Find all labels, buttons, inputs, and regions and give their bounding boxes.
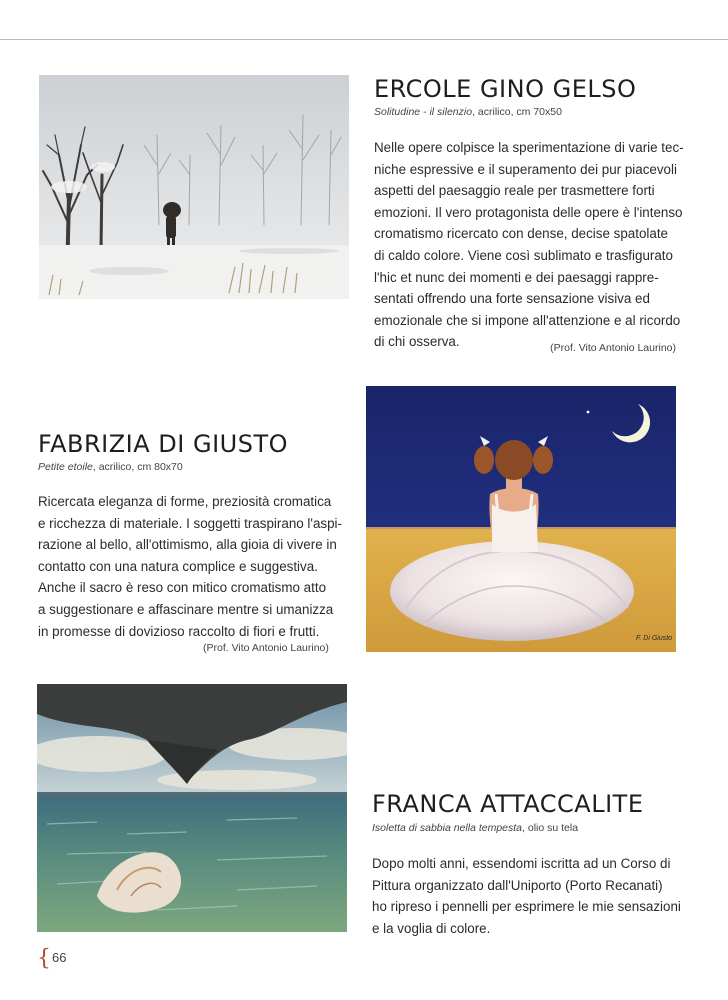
artwork-title: Petite etoile <box>38 461 93 473</box>
text-line: a suggestionare e affascinare mentre si umanizza <box>38 601 334 617</box>
painting-solitudine <box>39 75 349 299</box>
painting-isoletta <box>37 684 347 932</box>
svg-text:F. Di Giusto: F. Di Giusto <box>636 635 673 642</box>
text-line: sentati offrendo una forte sensazione visiva ed <box>374 291 650 307</box>
artwork-title: Solitudine - il silenzio <box>374 106 473 118</box>
artwork-caption <box>374 106 562 118</box>
artist-description <box>374 137 684 353</box>
artist-name: ERCOLE GINO GELSO <box>374 75 637 103</box>
page-brace: { <box>37 946 51 971</box>
artist-name: FRANCA ATTACCALITE <box>372 790 644 818</box>
artwork-medium: , olio su tela <box>522 822 579 834</box>
text-line: Nelle opere colpisce la sperimentazione di varie tec- <box>374 140 684 155</box>
artist-description <box>372 853 681 939</box>
text-line: in promesse di dovizioso raccolto di fiori e frutti. <box>38 623 320 639</box>
text-line: di chi osserva. <box>374 334 460 350</box>
artwork-medium: , acrilico, cm 70x50 <box>472 106 562 118</box>
artwork-title: Isoletta di sabbia nella tempesta <box>372 822 523 834</box>
painting-petite-etoile <box>366 386 676 652</box>
artwork-medium: , acrilico, cm 80x70 <box>92 461 183 473</box>
review-credit: (Prof. Vito Antonio Laurino) <box>550 342 676 354</box>
page-number <box>37 946 66 971</box>
page-number-value: 66 <box>52 950 67 965</box>
artwork-caption <box>372 822 578 834</box>
text-line: e la voglia di colore. <box>372 920 491 936</box>
text-line: aspetti del paesaggio reale per trasmettere forti <box>374 183 655 199</box>
text-line: Ricercata eleganza di forme, preziosità cromatica <box>38 494 332 509</box>
text-line: ho ripreso i pennelli per esprimere le mie sensazioni <box>372 899 681 915</box>
text-line: Pittura organizzato dall'Uniporto (Porto Recanati) <box>372 877 663 893</box>
text-line: cromatismo ricercato con dense, decise spatolate <box>374 226 668 242</box>
artist-description <box>38 491 342 642</box>
artwork-caption <box>38 461 183 473</box>
top-rule <box>0 39 728 40</box>
text-line: Dopo molti anni, essendomi iscritta ad un Corso di <box>372 856 671 871</box>
text-line: di caldo colore. Viene così sublimato e trasfigurato <box>374 247 673 263</box>
text-line: contatto con una natura complice e suggestiva. <box>38 558 318 574</box>
text-line: Anche il sacro è reso con mitico cromatismo atto <box>38 580 327 596</box>
text-line: emozioni. Il vero protagonista delle opere è l'intenso <box>374 204 683 220</box>
text-line: razione al bello, all'ottimismo, alla gioia di vivere in <box>38 537 337 553</box>
text-line: niche espressive e il superamento dei pur piacevoli <box>374 161 677 177</box>
text-line: emozionale che si impone all'attenzione e al ricordo <box>374 312 681 328</box>
text-line: e ricchezza di materiale. I soggetti traspirano l'aspi- <box>38 515 342 531</box>
text-line: l'hic et nunc dei momenti e dei paesaggi rappre- <box>374 269 659 285</box>
review-credit: (Prof. Vito Antonio Laurino) <box>203 642 329 654</box>
artist-name: FABRIZIA DI GIUSTO <box>38 430 289 458</box>
